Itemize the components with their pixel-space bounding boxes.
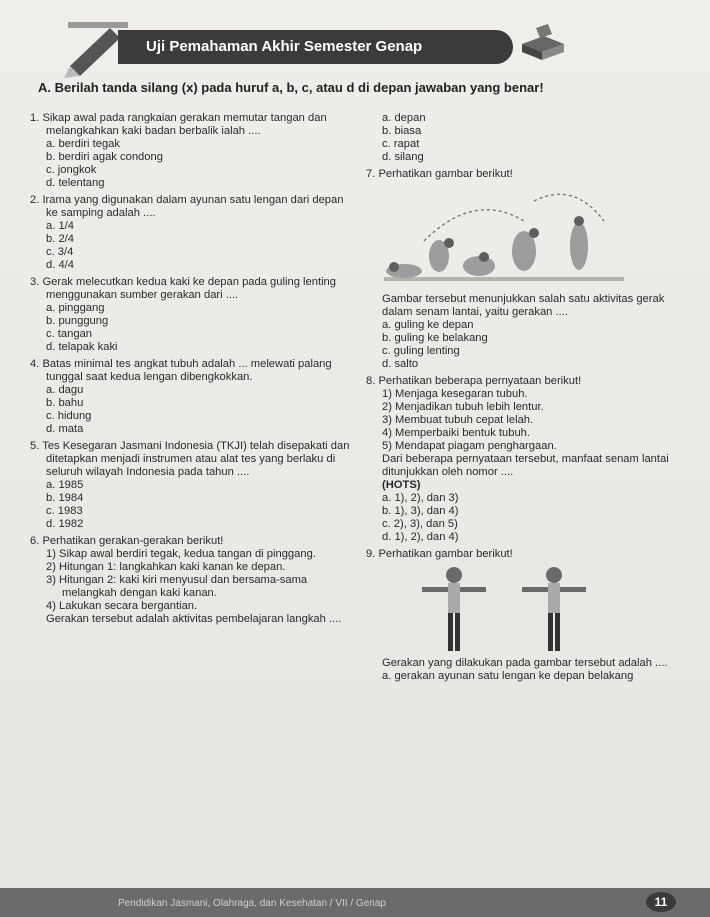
- question-stem: 5. Tes Kesegaran Jasmani Indonesia (TKJI) telah disepakati dan ditetapkan menjadi instrumen atau alat tes yang berlaku di seluruh wilayah Indonesia pada tahun ....: [30, 440, 350, 478]
- option-c[interactable]: c. 3/4: [46, 246, 74, 258]
- option-d[interactable]: d. telapak kaki: [46, 341, 118, 353]
- question-stem: 3. Gerak melecutkan kedua kaki ke depan pada guling lenting menggunakan sumber gerakan dari ....: [30, 276, 336, 301]
- question-3: [28, 276, 358, 354]
- page-footer: [0, 888, 710, 917]
- option-c[interactable]: c. 1983: [46, 505, 83, 517]
- option-d[interactable]: d. 1), 2), dan 4): [382, 531, 459, 543]
- option-b[interactable]: b. 1984: [46, 492, 84, 504]
- question-closing: Gerakan tersebut adalah aktivitas pembelajaran langkah ....: [46, 613, 342, 625]
- question-6: [28, 535, 358, 626]
- option-d[interactable]: d. salto: [382, 358, 419, 370]
- list-item: 1) Sikap awal berdiri tegak, kedua tangan di pinggang.: [46, 548, 316, 560]
- list-item: 3) Membuat tubuh cepat lelah.: [382, 414, 534, 426]
- option-a[interactable]: a. gerakan ayunan satu lengan ke depan belakang: [382, 670, 634, 682]
- option-b[interactable]: b. berdiri agak condong: [46, 151, 163, 163]
- list-item: 4) Memperbaiki bentuk tubuh.: [382, 427, 531, 439]
- page-number: 11: [646, 892, 676, 912]
- option-a[interactable]: a. berdiri tegak: [46, 138, 121, 150]
- list-item: 2) Menjadikan tubuh lebih lentur.: [382, 401, 544, 413]
- question-stem: 7. Perhatikan gambar berikut!: [366, 168, 513, 180]
- option-b[interactable]: b. biasa: [382, 125, 422, 137]
- question-9: [364, 548, 684, 683]
- option-d[interactable]: d. silang: [382, 151, 424, 163]
- question-stem: 1. Sikap awal pada rangkaian gerakan memutar tangan dan melangkahkan kaki badan berbalik ialah ....: [30, 112, 327, 137]
- option-a[interactable]: a. 1/4: [46, 220, 74, 232]
- question-5: [28, 440, 358, 531]
- option-c[interactable]: c. hidung: [46, 410, 92, 422]
- question-stem: 4. Batas minimal tes angkat tubuh adalah ... melewati palang tunggal saat kedua lengan dibengkokkan.: [30, 358, 332, 383]
- option-b[interactable]: b. bahu: [46, 397, 84, 409]
- option-a[interactable]: a. guling ke depan: [382, 319, 474, 331]
- option-b[interactable]: b. guling ke belakang: [382, 332, 488, 344]
- option-d[interactable]: d. mata: [46, 423, 84, 435]
- question-stem: 2. Irama yang digunakan dalam ayunan satu lengan dari depan ke samping adalah ....: [30, 194, 344, 219]
- list-item: 5) Mendapat piagam penghargaan.: [382, 440, 557, 452]
- question-2: [28, 194, 358, 272]
- option-b[interactable]: b. punggung: [46, 315, 109, 327]
- question-text: Gerakan yang dilakukan pada gambar tersebut adalah ....: [382, 657, 668, 669]
- option-d[interactable]: d. 4/4: [46, 259, 74, 271]
- question-stem: 6. Perhatikan gerakan-gerakan berikut!: [30, 535, 224, 547]
- option-c[interactable]: c. guling lenting: [382, 345, 460, 357]
- page-title: Uji Pemahaman Akhir Semester Genap: [146, 38, 423, 55]
- option-c[interactable]: c. jongkok: [46, 164, 97, 176]
- hots-label: (HOTS): [382, 479, 421, 491]
- arm-swing-illustration: [364, 561, 634, 657]
- option-a[interactable]: a. 1985: [46, 479, 84, 491]
- question-stem: 9. Perhatikan gambar berikut!: [366, 548, 513, 560]
- list-item: 3) Hitungan 2: kaki kiri menyusul dan bersama-sama melangkah dengan kaki kanan.: [46, 574, 308, 599]
- question-8: [364, 375, 684, 544]
- instruction-text: A. Berilah tanda silang (x) pada huruf a, b, c, atau d di depan jawaban yang benar!: [38, 80, 544, 95]
- question-4: [28, 358, 358, 436]
- book-icon: [518, 22, 568, 64]
- question-text: Dari beberapa pernyataan tersebut, manfaat senam lantai ditunjukkan oleh nomor ....: [382, 453, 669, 478]
- gymnastics-roll-illustration: [364, 181, 634, 293]
- question-1: [28, 112, 358, 190]
- option-a[interactable]: a. 1), 2), dan 3): [382, 492, 459, 504]
- section-banner: [118, 30, 513, 64]
- option-c[interactable]: c. tangan: [46, 328, 93, 340]
- left-column: [28, 112, 358, 630]
- option-b[interactable]: b. 2/4: [46, 233, 74, 245]
- list-item: 2) Hitungan 1: langkahkan kaki kanan ke depan.: [46, 561, 286, 573]
- option-d[interactable]: d. telentang: [46, 177, 105, 189]
- option-a[interactable]: a. pinggang: [46, 302, 105, 314]
- question-text: Gambar tersebut menunjukkan salah satu aktivitas gerak dalam senam lantai, yaitu gerakan ....: [382, 293, 665, 318]
- option-d[interactable]: d. 1982: [46, 518, 84, 530]
- option-c[interactable]: c. rapat: [382, 138, 420, 150]
- question-7: [364, 168, 684, 371]
- option-a[interactable]: a. dagu: [46, 384, 84, 396]
- question-1-options: [364, 112, 684, 164]
- option-c[interactable]: c. 2), 3), dan 5): [382, 518, 458, 530]
- option-b[interactable]: b. 1), 3), dan 4): [382, 505, 459, 517]
- right-column: [364, 112, 684, 687]
- option-a[interactable]: a. depan: [382, 112, 426, 124]
- footer-text: Pendidikan Jasmani, Olahraga, dan Kesehatan / VII / Genap: [118, 898, 386, 909]
- list-item: 4) Lakukan secara bergantian.: [46, 600, 198, 612]
- list-item: 1) Menjaga kesegaran tubuh.: [382, 388, 528, 400]
- question-stem: 8. Perhatikan beberapa pernyataan berikut!: [366, 375, 582, 387]
